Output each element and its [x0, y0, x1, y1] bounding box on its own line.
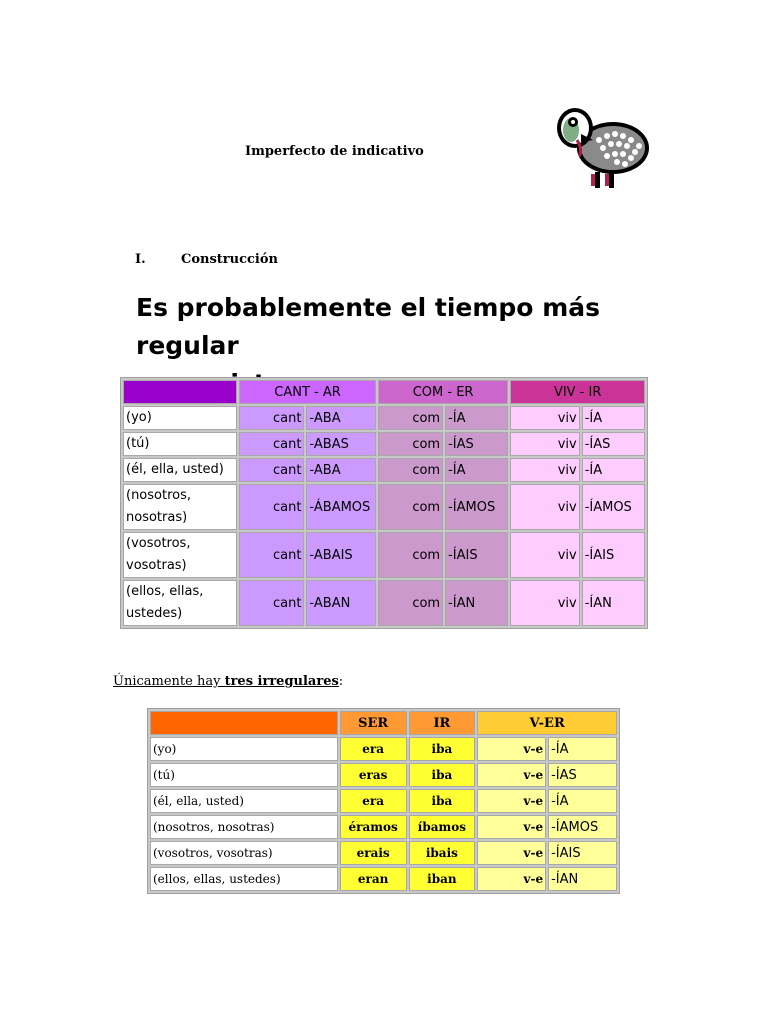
ir-stem-cell: viv: [510, 406, 579, 430]
er-ending-cell: -ÍAMOS: [445, 484, 508, 530]
ir-ending-cell: -ÍAS: [582, 432, 645, 456]
intro-colon: :: [338, 674, 344, 689]
ser-form-cell: éramos: [340, 815, 407, 839]
table-row: [150, 867, 617, 891]
ir-ending-cell: -ÍAMOS: [582, 484, 645, 530]
header-er: COM - ER: [378, 380, 509, 404]
ar-ending-cell: -ÁBAMOS: [306, 484, 375, 530]
table-row: [150, 763, 617, 787]
ver-stem-cell: v-e: [477, 841, 546, 865]
pronoun-cell: (nosotros, nosotras): [150, 815, 338, 839]
ar-ending-cell: -ABAS: [306, 432, 375, 456]
er-ending-cell: -ÍA: [445, 406, 508, 430]
pronoun-cell: (vosotros, vosotras): [123, 532, 237, 578]
header-blank: [150, 711, 338, 735]
ir-form-cell: iba: [409, 763, 476, 787]
section-number: I.: [135, 252, 146, 267]
table-row: [150, 789, 617, 813]
page-title: Imperfecto de indicativo: [245, 144, 424, 159]
pronoun-cell: (vosotros, vosotras): [150, 841, 338, 865]
ver-ending-cell: -ÍAMOS: [548, 815, 617, 839]
table-header-row: [123, 380, 645, 404]
er-ending-cell: -ÍAS: [445, 432, 508, 456]
er-stem-cell: com: [378, 484, 443, 530]
pronoun-cell: (nosotros, nosotras): [123, 484, 237, 530]
intro-text: Únicamente hay: [113, 674, 225, 689]
ser-form-cell: eras: [340, 763, 407, 787]
header-ser: SER: [340, 711, 407, 735]
ver-stem-cell: v-e: [477, 737, 546, 761]
ir-form-cell: íbamos: [409, 815, 476, 839]
pronoun-cell: (yo): [123, 406, 237, 430]
ser-form-cell: eran: [340, 867, 407, 891]
ver-stem-cell: v-e: [477, 789, 546, 813]
table-row: [123, 484, 645, 530]
ar-stem-cell: cant: [239, 432, 304, 456]
section-title: Construcción: [181, 252, 278, 267]
table-row: [123, 532, 645, 578]
ver-stem-cell: v-e: [477, 815, 546, 839]
ir-stem-cell: viv: [510, 432, 579, 456]
pronoun-cell: (ellos, ellas, ustedes): [150, 867, 338, 891]
ir-ending-cell: -ÍA: [582, 406, 645, 430]
table-row: [150, 815, 617, 839]
ar-ending-cell: -ABAN: [306, 580, 375, 626]
intro-bold: tres irregulares: [224, 674, 339, 689]
pronoun-cell: (ellos, ellas, ustedes): [123, 580, 237, 626]
table-row: [123, 406, 645, 430]
pronoun-cell: (él, ella, usted): [150, 789, 338, 813]
ar-stem-cell: cant: [239, 406, 304, 430]
ir-ending-cell: -ÍAN: [582, 580, 645, 626]
irregular-conjugation-table: [147, 708, 620, 894]
header-ir: IR: [409, 711, 476, 735]
ser-form-cell: erais: [340, 841, 407, 865]
ser-form-cell: era: [340, 789, 407, 813]
ver-ending-cell: -ÍA: [548, 789, 617, 813]
header-ar: CANT - AR: [239, 380, 376, 404]
table-header-row: [150, 711, 617, 735]
pronoun-cell: (él, ella, usted): [123, 458, 237, 482]
regular-conjugation-table: [120, 377, 648, 629]
ir-form-cell: ibais: [409, 841, 476, 865]
ar-ending-cell: -ABA: [306, 458, 375, 482]
table-row: [123, 432, 645, 456]
bird-illustration: [553, 104, 653, 192]
ar-ending-cell: -ABA: [306, 406, 375, 430]
ser-form-cell: era: [340, 737, 407, 761]
irregulars-intro: [113, 674, 343, 689]
er-ending-cell: -ÍAN: [445, 580, 508, 626]
ar-stem-cell: cant: [239, 580, 304, 626]
pronoun-cell: (yo): [150, 737, 338, 761]
er-ending-cell: -ÍAIS: [445, 532, 508, 578]
er-stem-cell: com: [378, 532, 443, 578]
ir-stem-cell: viv: [510, 532, 579, 578]
ir-stem-cell: viv: [510, 458, 579, 482]
ver-ending-cell: -ÍA: [548, 737, 617, 761]
ir-stem-cell: viv: [510, 484, 579, 530]
er-stem-cell: com: [378, 458, 443, 482]
pronoun-cell: (tú): [123, 432, 237, 456]
ar-stem-cell: cant: [239, 532, 304, 578]
ir-ending-cell: -ÍA: [582, 458, 645, 482]
ver-ending-cell: -ÍAIS: [548, 841, 617, 865]
ver-stem-cell: v-e: [477, 867, 546, 891]
ar-ending-cell: -ABAIS: [306, 532, 375, 578]
ver-stem-cell: v-e: [477, 763, 546, 787]
header-ver: V-ER: [477, 711, 617, 735]
ir-form-cell: iban: [409, 867, 476, 891]
ir-stem-cell: viv: [510, 580, 579, 626]
er-stem-cell: com: [378, 580, 443, 626]
er-ending-cell: -ÍA: [445, 458, 508, 482]
table-row: [150, 737, 617, 761]
table-row: [123, 580, 645, 626]
table-row: [123, 458, 645, 482]
pronoun-cell: (tú): [150, 763, 338, 787]
ir-ending-cell: -ÍAIS: [582, 532, 645, 578]
ar-stem-cell: cant: [239, 458, 304, 482]
table-row: [150, 841, 617, 865]
ver-ending-cell: -ÍAS: [548, 763, 617, 787]
header-blank: [123, 380, 237, 404]
ir-form-cell: iba: [409, 789, 476, 813]
er-stem-cell: com: [378, 432, 443, 456]
headline-line-1: Es probablemente el tiempo más regular: [136, 293, 600, 360]
ver-ending-cell: -ÍAN: [548, 867, 617, 891]
er-stem-cell: com: [378, 406, 443, 430]
ar-stem-cell: cant: [239, 484, 304, 530]
ir-form-cell: iba: [409, 737, 476, 761]
header-ir: VIV - IR: [510, 380, 645, 404]
